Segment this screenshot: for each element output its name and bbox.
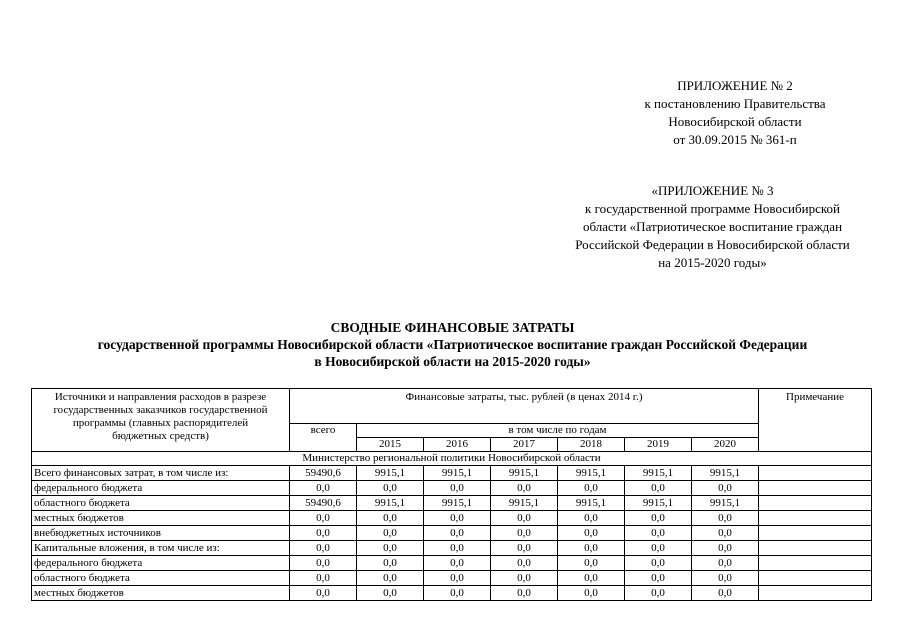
table-row	[32, 466, 872, 481]
cell-year: 0,0	[491, 526, 558, 541]
header-total: всего	[290, 424, 357, 452]
cell-year: 0,0	[558, 541, 625, 556]
cell-note	[759, 496, 872, 511]
cell-year: 9915,1	[491, 466, 558, 481]
financial-costs-table	[31, 388, 872, 601]
cell-year: 9915,1	[692, 466, 759, 481]
cell-year: 0,0	[692, 481, 759, 496]
cell-year: 0,0	[357, 481, 424, 496]
row-label: областного бюджета	[32, 496, 290, 511]
cell-total: 0,0	[290, 541, 357, 556]
cell-year: 9915,1	[558, 466, 625, 481]
appendix-3-header	[540, 182, 885, 272]
cell-year: 0,0	[424, 571, 491, 586]
cell-year: 0,0	[558, 571, 625, 586]
appendix-2-line: Новосибирской области	[668, 114, 802, 129]
title-line: в Новосибирской области на 2015-2020 годы»	[314, 354, 591, 369]
cell-year: 0,0	[692, 541, 759, 556]
cell-note	[759, 571, 872, 586]
cell-year: 0,0	[625, 511, 692, 526]
cell-year: 9915,1	[357, 496, 424, 511]
row-label: областного бюджета	[32, 571, 290, 586]
cell-year: 0,0	[625, 586, 692, 601]
cell-year: 0,0	[558, 511, 625, 526]
row-label: Капитальные вложения, в том числе из:	[32, 541, 290, 556]
cell-year: 0,0	[491, 481, 558, 496]
table-row	[32, 511, 872, 526]
cell-year: 9915,1	[424, 466, 491, 481]
cell-year: 0,0	[357, 571, 424, 586]
header-year: 2018	[558, 438, 625, 452]
header-note: Примечание	[759, 389, 872, 452]
cell-year: 0,0	[558, 556, 625, 571]
row-label: местных бюджетов	[32, 511, 290, 526]
cell-year: 0,0	[491, 541, 558, 556]
row-label: федерального бюджета	[32, 481, 290, 496]
table-row	[32, 541, 872, 556]
cell-year: 0,0	[424, 526, 491, 541]
header-year: 2016	[424, 438, 491, 452]
cell-note	[759, 541, 872, 556]
cell-year: 0,0	[558, 586, 625, 601]
table-row	[32, 481, 872, 496]
row-label: внебюджетных источников	[32, 526, 290, 541]
cell-year: 0,0	[625, 541, 692, 556]
cell-year: 0,0	[491, 571, 558, 586]
header-year: 2017	[491, 438, 558, 452]
table-row	[32, 526, 872, 541]
row-label: местных бюджетов	[32, 586, 290, 601]
appendix-2-line: к постановлению Правительства	[644, 96, 826, 111]
cell-total: 59490,6	[290, 496, 357, 511]
cell-year: 0,0	[424, 541, 491, 556]
cell-year: 0,0	[357, 541, 424, 556]
cell-year: 0,0	[424, 481, 491, 496]
cell-note	[759, 511, 872, 526]
document-title	[0, 319, 905, 370]
cell-year: 0,0	[491, 511, 558, 526]
table-row	[32, 496, 872, 511]
cell-note	[759, 586, 872, 601]
cell-year: 0,0	[692, 511, 759, 526]
cell-year: 0,0	[558, 526, 625, 541]
cell-total: 0,0	[290, 571, 357, 586]
cell-year: 0,0	[424, 556, 491, 571]
cell-year: 9915,1	[625, 466, 692, 481]
row-label: федерального бюджета	[32, 556, 290, 571]
header-year: 2019	[625, 438, 692, 452]
cell-total: 0,0	[290, 556, 357, 571]
cell-year: 9915,1	[357, 466, 424, 481]
table-row	[32, 571, 872, 586]
appendix-2-header	[590, 77, 880, 149]
table-row	[32, 556, 872, 571]
cell-note	[759, 526, 872, 541]
cell-year: 9915,1	[558, 496, 625, 511]
cell-note	[759, 481, 872, 496]
appendix-3-line: «ПРИЛОЖЕНИЕ № 3	[651, 183, 774, 198]
appendix-2-line: ПРИЛОЖЕНИЕ № 2	[677, 78, 793, 93]
cell-year: 0,0	[692, 586, 759, 601]
title-line: государственной программы Новосибирской области «Патриотическое воспитание граждан Российской Федерации	[97, 337, 808, 352]
cell-year: 0,0	[491, 556, 558, 571]
cell-year: 9915,1	[692, 496, 759, 511]
cell-total: 0,0	[290, 511, 357, 526]
cell-year: 0,0	[357, 511, 424, 526]
cell-total: 0,0	[290, 481, 357, 496]
header-year: 2020	[692, 438, 759, 452]
cell-year: 0,0	[558, 481, 625, 496]
header-financial: Финансовые затраты, тыс. рублей (в ценах 2014 г.)	[290, 389, 759, 424]
cell-year: 9915,1	[625, 496, 692, 511]
cell-year: 0,0	[625, 481, 692, 496]
appendix-2-line: от 30.09.2015 № 361-п	[673, 132, 797, 147]
cell-year: 9915,1	[491, 496, 558, 511]
header-by-years: в том числе по годам	[357, 424, 759, 438]
table-row	[32, 586, 872, 601]
row-label: Всего финансовых затрат, в том числе из:	[32, 466, 290, 481]
cell-year: 0,0	[357, 556, 424, 571]
appendix-3-line: к государственной программе Новосибирской	[585, 201, 840, 216]
cell-year: 0,0	[357, 526, 424, 541]
cell-note	[759, 466, 872, 481]
appendix-3-line: Российской Федерации в Новосибирской области	[575, 237, 850, 252]
cell-year: 0,0	[424, 586, 491, 601]
cell-note	[759, 556, 872, 571]
section-row: Министерство региональной политики Новосибирской области	[32, 452, 872, 466]
cell-year: 0,0	[424, 511, 491, 526]
cell-year: 0,0	[692, 526, 759, 541]
cell-year: 0,0	[357, 586, 424, 601]
cell-year: 9915,1	[424, 496, 491, 511]
cell-total: 59490,6	[290, 466, 357, 481]
cell-year: 0,0	[625, 526, 692, 541]
cell-year: 0,0	[625, 571, 692, 586]
cell-year: 0,0	[625, 556, 692, 571]
title-line: СВОДНЫЕ ФИНАНСОВЫЕ ЗАТРАТЫ	[330, 320, 575, 335]
header-year: 2015	[357, 438, 424, 452]
cell-year: 0,0	[692, 571, 759, 586]
cell-total: 0,0	[290, 526, 357, 541]
cell-year: 0,0	[491, 586, 558, 601]
cell-total: 0,0	[290, 586, 357, 601]
cell-year: 0,0	[692, 556, 759, 571]
header-sources: Источники и направления расходов в разрезе государственных заказчиков государственной программы (главных распорядителей бюджетных средств)	[32, 389, 290, 452]
appendix-3-line: на 2015-2020 годы»	[658, 255, 767, 270]
appendix-3-line: области «Патриотическое воспитание граждан	[582, 219, 843, 234]
